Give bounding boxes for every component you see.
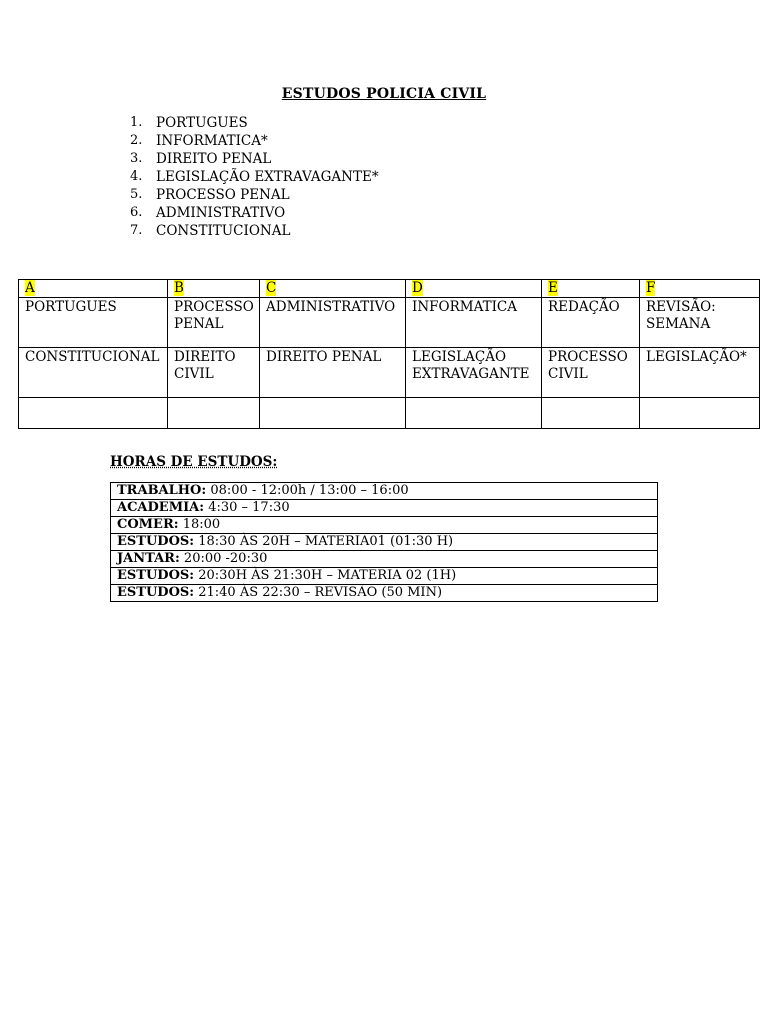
list-text: LEGISLAÇÃO EXTRAVAGANTE*: [156, 169, 379, 185]
highlighted-letter: F: [646, 280, 656, 296]
header-cell: [406, 280, 542, 298]
list-item: [130, 222, 379, 240]
schedule-cell: [111, 534, 658, 551]
list-number: 3.: [130, 151, 143, 166]
table-row: [111, 551, 658, 568]
schedule-label: ESTUDOS:: [117, 585, 195, 600]
list-text: DIREITO PENAL: [156, 151, 272, 167]
list-text: PORTUGUES: [156, 115, 248, 131]
table-row: [111, 585, 658, 602]
highlighted-letter: A: [25, 280, 35, 296]
header-cell: [168, 280, 260, 298]
table-header-row: [19, 280, 760, 298]
schedule-label: ESTUDOS:: [117, 534, 195, 549]
table-cell: LEGISLAÇÃO*: [640, 348, 760, 398]
table-cell: [260, 398, 406, 429]
schedule-cell: [111, 483, 658, 500]
header-cell: [542, 280, 640, 298]
header-cell: [640, 280, 760, 298]
list-number: 5.: [130, 187, 143, 202]
list-text: CONSTITUCIONAL: [156, 223, 291, 239]
highlighted-letter: D: [412, 280, 423, 296]
document-title: ESTUDOS POLICIA CIVIL: [281, 86, 487, 102]
schedule-cell: [111, 517, 658, 534]
highlighted-letter: B: [174, 280, 184, 296]
table-row: [111, 500, 658, 517]
schedule-value: 18:00: [182, 517, 221, 532]
list-item: [130, 186, 379, 204]
table-cell: [168, 398, 260, 429]
table-cell: [19, 398, 168, 429]
table-cell: DIREITO CIVIL: [168, 348, 260, 398]
list-number: 6.: [130, 205, 143, 220]
schedule-label: ESTUDOS:: [117, 568, 195, 583]
schedule-value: 21:40 ÀS 22:30 – REVISÃO (50 MIN): [198, 585, 443, 600]
schedule-cell: [111, 500, 658, 517]
schedule-cell: [111, 568, 658, 585]
header-cell: [19, 280, 168, 298]
list-number: 7.: [130, 223, 143, 238]
table-row: [111, 483, 658, 500]
table-cell: [406, 398, 542, 429]
schedule-label: TRABALHO:: [117, 483, 207, 498]
list-number: 2.: [130, 133, 143, 148]
subject-list: [130, 114, 379, 240]
table-cell: DIREITO PENAL: [260, 348, 406, 398]
schedule-value: 4:30 – 17:30: [208, 500, 290, 515]
schedule-cell: [111, 585, 658, 602]
list-item: [130, 204, 379, 222]
highlighted-letter: C: [266, 280, 277, 296]
list-text: ADMINISTRATIVO: [156, 205, 286, 221]
list-text: PROCESSO PENAL: [156, 187, 290, 203]
table-cell: PROCESSO CIVIL: [542, 348, 640, 398]
table-row: [111, 534, 658, 551]
table-row: [19, 398, 760, 429]
table-row: [19, 298, 760, 348]
table-row: [111, 568, 658, 585]
table-cell: REDAÇÃO: [542, 298, 640, 348]
schedule-label: JANTAR:: [117, 551, 180, 566]
table-cell: PORTUGUES: [19, 298, 168, 348]
list-number: 1.: [130, 115, 143, 130]
schedule-cell: [111, 551, 658, 568]
highlighted-letter: E: [548, 280, 558, 296]
schedule-value: 18:30 ÀS 20H – MATERIA01 (01:30 H): [198, 534, 454, 549]
schedule-value: 20:00 -20:30: [183, 551, 268, 566]
list-number: 4.: [130, 169, 143, 184]
table-cell: ADMINISTRATIVO: [260, 298, 406, 348]
study-grid-table: [18, 279, 760, 429]
header-cell: [260, 280, 406, 298]
schedule-value: 08:00 - 12:00h / 13:00 – 16:00: [210, 483, 409, 498]
table-row: [111, 517, 658, 534]
table-cell: [640, 398, 760, 429]
list-text: INFORMATICA*: [156, 133, 268, 149]
schedule-label: COMER:: [117, 517, 179, 532]
table-cell: [542, 398, 640, 429]
schedule-value: 20:30H ÀS 21:30H – MATERIA 02 (1H): [198, 568, 457, 583]
schedule-label: ACADEMIA:: [117, 500, 205, 515]
hours-section-title: HORAS DE ESTUDOS:: [110, 454, 278, 470]
table-cell: PROCESSO PENAL: [168, 298, 260, 348]
list-item: [130, 168, 379, 186]
table-row: [19, 348, 760, 398]
table-cell: CONSTITUCIONAL: [19, 348, 168, 398]
table-cell: INFORMATICA: [406, 298, 542, 348]
list-item: [130, 132, 379, 150]
list-item: [130, 150, 379, 168]
table-cell: LEGISLAÇÃO EXTRAVAGANTE: [406, 348, 542, 398]
list-item: [130, 114, 379, 132]
schedule-table: [110, 482, 658, 602]
table-cell: REVISÃO: SEMANA: [640, 298, 760, 348]
